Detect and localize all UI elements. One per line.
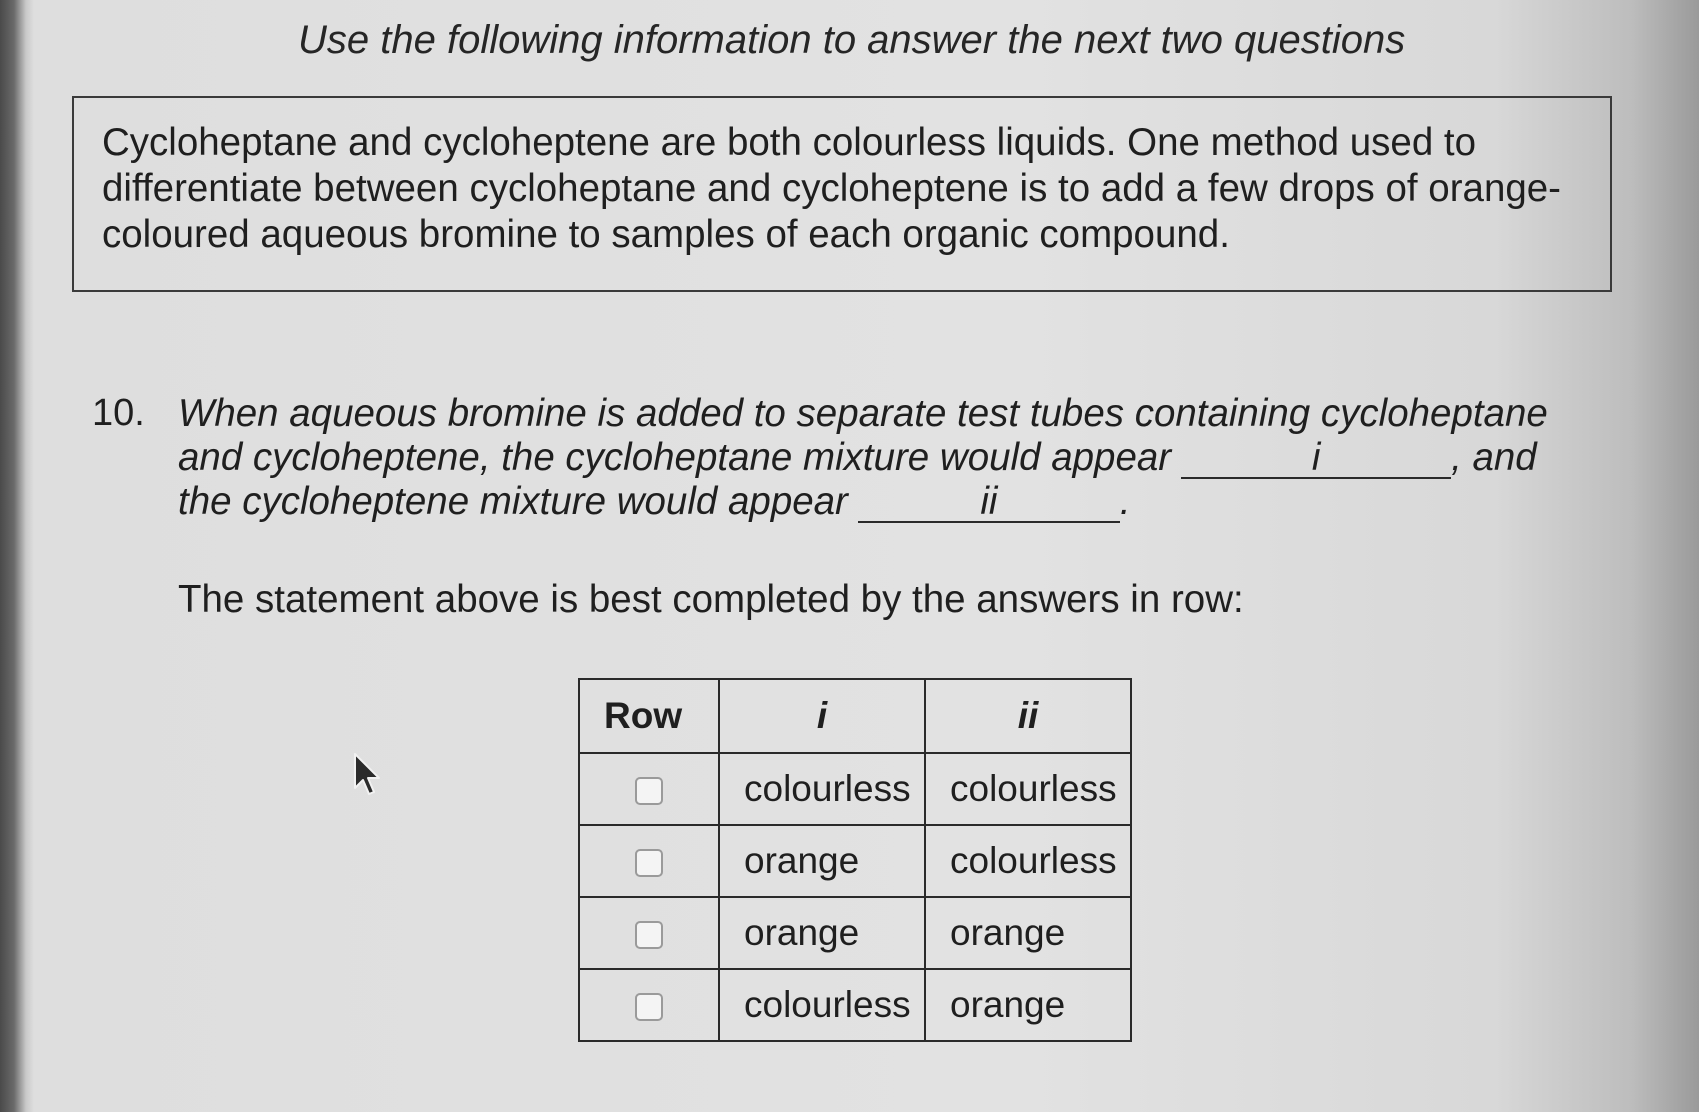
info-line: differentiate between cycloheptane and cycloheptene is to add a few drops of orange- [102, 167, 1561, 210]
table-header-row [579, 679, 1131, 753]
stem-text: and cycloheptene, the cycloheptane mixture would appear [178, 436, 1172, 479]
stem-line-2 [178, 436, 1548, 480]
answer-table [578, 678, 1132, 1042]
header-i: i [719, 679, 925, 753]
intro-heading: Use the following information to answer the next two questions [298, 18, 1406, 62]
cell-ii: orange [925, 969, 1131, 1041]
row-select-cell[interactable] [579, 969, 719, 1041]
table-row[interactable] [579, 825, 1131, 897]
header-row: Row [579, 679, 719, 753]
mouse-pointer-icon [352, 752, 384, 798]
cell-ii: orange [925, 897, 1131, 969]
info-line: coloured aqueous bromine to samples of each organic compound. [102, 213, 1230, 256]
stem-text: . [1119, 480, 1131, 523]
row-select-cell[interactable] [579, 825, 719, 897]
stem-line-3 [178, 480, 1548, 524]
info-box [72, 96, 1612, 292]
question-number: 10. [92, 392, 145, 434]
blank-i: i [1181, 439, 1451, 479]
cell-i: colourless [719, 753, 925, 825]
answer-checkbox[interactable] [635, 993, 663, 1021]
cell-ii: colourless [925, 753, 1131, 825]
row-select-cell[interactable] [579, 753, 719, 825]
header-ii: ii [925, 679, 1131, 753]
row-select-cell[interactable] [579, 897, 719, 969]
answer-checkbox[interactable] [635, 777, 663, 805]
question-prompt: The statement above is best completed by the answers in row: [178, 578, 1244, 621]
answer-checkbox[interactable] [635, 849, 663, 877]
table-row[interactable] [579, 969, 1131, 1041]
answer-checkbox[interactable] [635, 921, 663, 949]
stem-text: the cycloheptene mixture would appear [178, 480, 848, 523]
cell-i: orange [719, 825, 925, 897]
blank-ii: ii [858, 483, 1120, 523]
table-row[interactable] [579, 753, 1131, 825]
cell-ii: colourless [925, 825, 1131, 897]
stem-line-1: When aqueous bromine is added to separate test tubes containing cycloheptane [178, 392, 1548, 435]
cell-i: colourless [719, 969, 925, 1041]
cell-i: orange [719, 897, 925, 969]
table-row[interactable] [579, 897, 1131, 969]
info-line: Cycloheptane and cycloheptene are both colourless liquids. One method used to [102, 121, 1477, 164]
stem-text: , and [1451, 436, 1537, 479]
question-stem [178, 392, 1548, 524]
